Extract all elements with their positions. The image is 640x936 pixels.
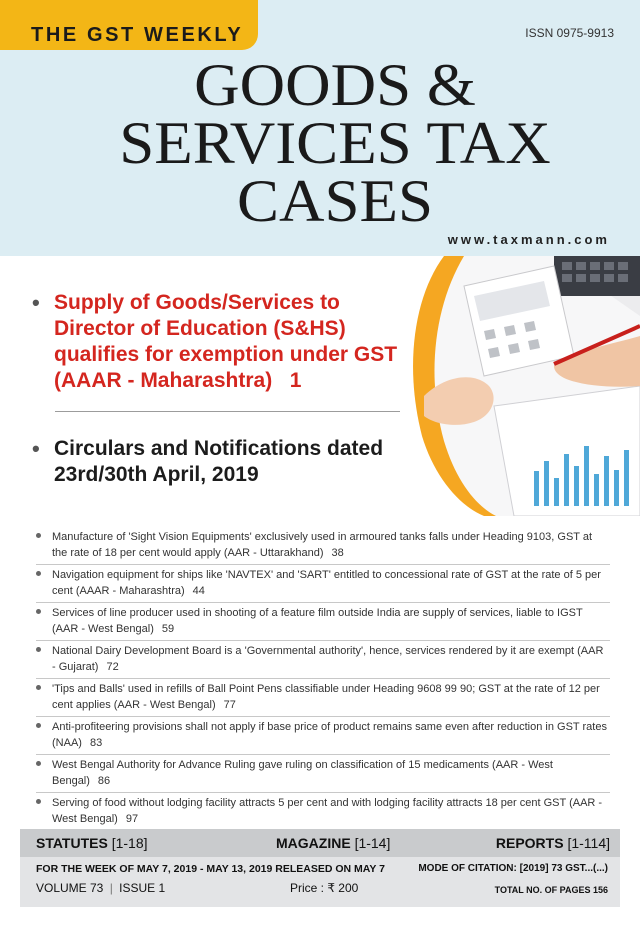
circulars-bullet-icon: •	[32, 436, 40, 461]
list-item-text	[52, 643, 608, 675]
bullet-icon	[36, 647, 41, 652]
item-page-number: 72	[106, 661, 119, 673]
issn-number: ISSN 0975-9913	[525, 26, 614, 40]
list-item-text	[52, 681, 608, 713]
statutes-range: [1-18]	[111, 835, 148, 851]
item-page-number: 97	[125, 813, 139, 825]
magazine-range: [1-14]	[354, 835, 391, 851]
magazine-title	[60, 52, 610, 234]
keyboard-icon	[554, 256, 640, 296]
title-line-2: SERVICES TAX	[119, 110, 551, 176]
item-description: Navigation equipment for ships like 'NAVTEX' and 'SART' entitled to concessional rate of GST at the rate of 5 per cent (AAAR - Maharashtra)	[52, 569, 601, 597]
bullet-icon	[36, 609, 41, 614]
weekly-label: THE GST WEEKLY	[31, 24, 244, 46]
bottom-margin	[0, 907, 640, 936]
item-description: National Dairy Development Board is a 'Governmental authority', hence, services rendered by it are exempt (AAR - Gujarat)	[52, 645, 604, 673]
magazine-label: MAGAZINE	[276, 835, 351, 851]
lead-bullet-icon: •	[32, 290, 40, 315]
cover-illustration	[404, 256, 640, 516]
title-line-1: GOODS &	[194, 52, 476, 118]
item-page-number: 38	[331, 547, 344, 559]
bullet-icon	[36, 723, 41, 728]
price: Price : ₹ 200	[290, 881, 359, 895]
lead-story-text	[54, 290, 424, 394]
lead-story-page: 1	[289, 369, 302, 392]
statutes-label: STATUTES	[36, 835, 108, 851]
divider	[55, 411, 400, 412]
list-item-text	[52, 605, 608, 637]
total-pages: TOTAL NO. OF PAGES 156	[494, 885, 608, 895]
bar-chart-sheet-icon	[494, 386, 640, 516]
issue-number: ISSUE 1	[119, 881, 166, 895]
list-item-text	[52, 567, 608, 599]
list-item	[36, 719, 610, 755]
item-description: Services of line producer used in shooting of a feature film outside India are supply of services, liable to IGST (AAR - West Bengal)	[52, 607, 583, 635]
contents-list	[36, 529, 610, 833]
list-item-text	[52, 757, 608, 789]
list-item-text	[52, 529, 608, 561]
bullet-icon	[36, 761, 41, 766]
item-description: Anti-profiteering provisions shall not apply if base price of product remains same even after reduction in GST rates (NAA)	[52, 721, 607, 749]
website-url: www.taxmann.com	[447, 232, 610, 247]
list-item	[36, 757, 610, 793]
item-description: West Bengal Authority for Advance Ruling gave ruling on classification of 15 medicaments (AAR - West Bengal)	[52, 759, 553, 787]
reports-range: [1-114]	[567, 835, 610, 851]
list-item	[36, 529, 610, 565]
item-description: Serving of food without lodging facility attracts 5 per cent and with lodging facility attracts 18 per cent GST (AAR - West Bengal)	[52, 797, 603, 825]
item-description: Manufacture of 'Sight Vision Equipments' exclusively used in armoured tanks falls under Heading 9103, GST at the rate of 18 per cent would apply (AAR - Uttarakhand)	[52, 531, 593, 559]
list-item	[36, 795, 610, 831]
list-item	[36, 643, 610, 679]
item-description: 'Tips and Balls' used in refills of Ball Point Pens classifiable under Heading 9608 99 90; GST at the rate of 12 per cent applies (AAR - West Bengal)	[52, 683, 600, 711]
bullet-icon	[36, 799, 41, 804]
item-page-number: 77	[223, 699, 236, 711]
week-info: FOR THE WEEK OF MAY 7, 2019 - MAY 13, 2019 RELEASED ON MAY 7	[36, 863, 385, 875]
issue-info-bar	[20, 857, 620, 907]
item-page-number: 59	[161, 623, 175, 635]
bullet-icon	[36, 533, 41, 538]
list-item-text	[52, 719, 608, 751]
list-item	[36, 567, 610, 603]
list-item	[36, 681, 610, 717]
title-line-3: CASES	[236, 168, 434, 234]
citation-mode: MODE OF CITATION: [2019] 73 GST...(...)	[418, 863, 608, 874]
bullet-icon	[36, 685, 41, 690]
item-page-number: 44	[192, 585, 205, 597]
statutes-section	[36, 835, 148, 851]
volume-number: VOLUME 73	[36, 881, 104, 895]
item-page-number: 86	[97, 775, 111, 787]
sections-bar	[20, 829, 620, 857]
bullet-icon	[36, 571, 41, 576]
reports-section	[496, 835, 610, 851]
reports-label: REPORTS	[495, 835, 564, 851]
volume-separator: |	[109, 881, 113, 895]
list-item	[36, 605, 610, 641]
magazine-section	[276, 835, 390, 851]
circulars-heading: Circulars and Notifications dated 23rd/30th April, 2019	[54, 437, 384, 486]
volume-issue	[36, 881, 165, 895]
calculator-icon	[464, 266, 574, 376]
list-item-text	[52, 795, 608, 827]
lead-story-title: Supply of Goods/Services to Director of Education (S&HS) qualifies for exemption under GST (AAAR - Maharashtra)	[54, 291, 398, 392]
masthead-area	[0, 0, 640, 256]
item-page-number: 83	[89, 737, 103, 749]
